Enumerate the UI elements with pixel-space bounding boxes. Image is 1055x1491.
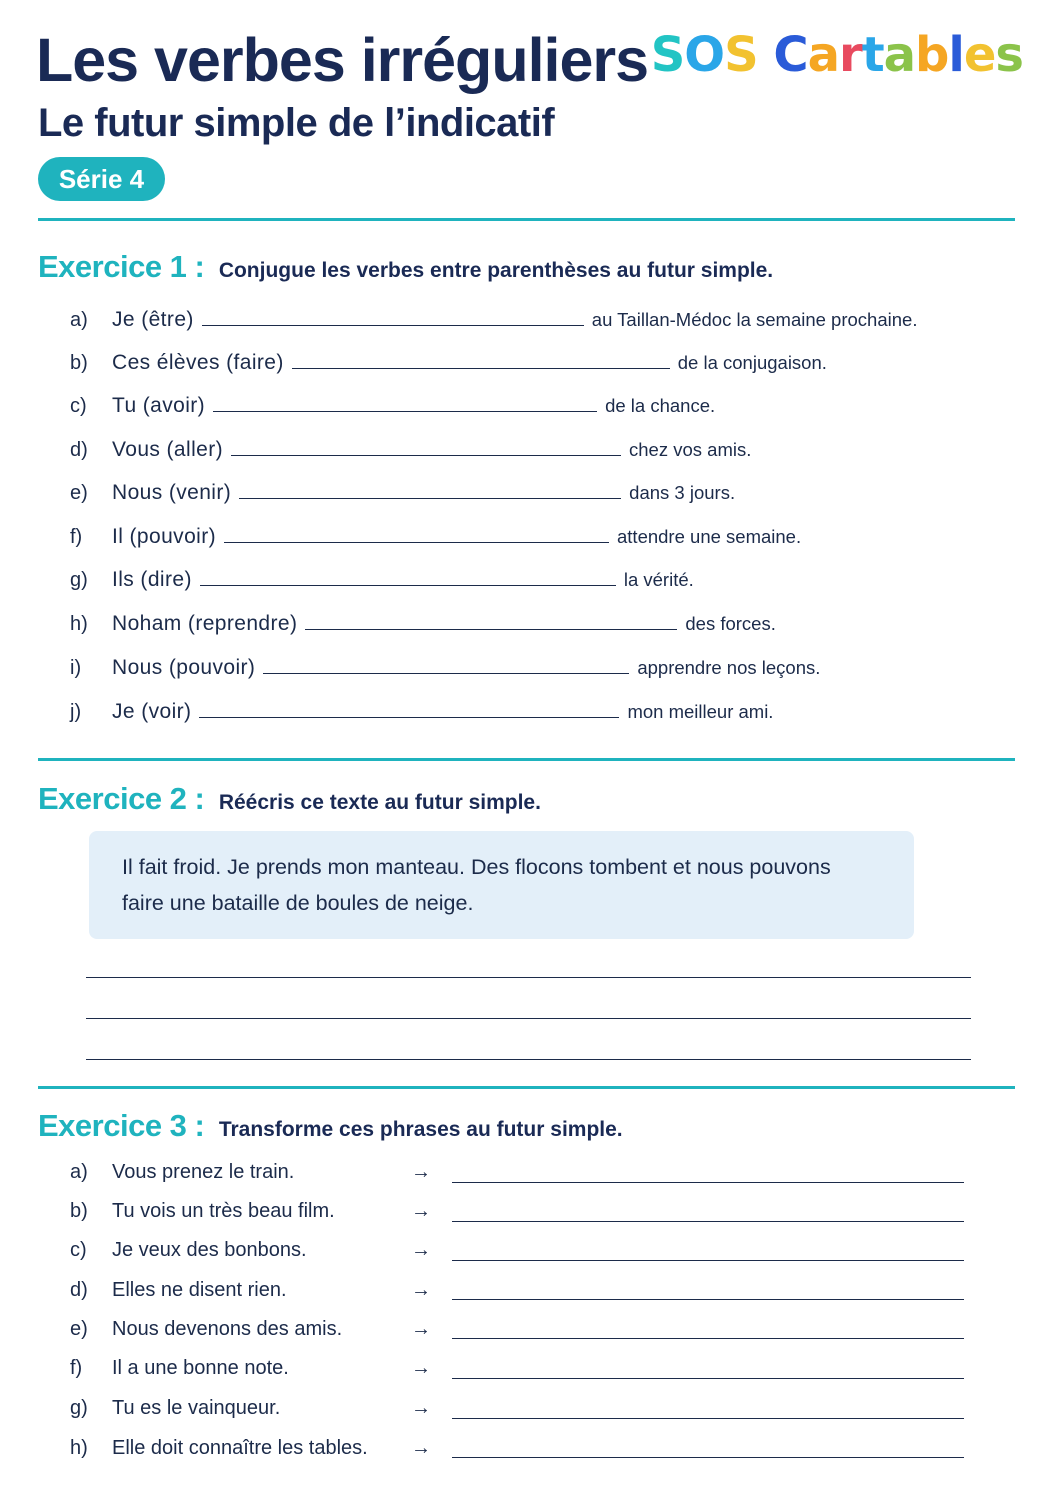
answer-blank[interactable] — [231, 435, 621, 456]
item-sentence: Tu vois un très beau film. — [112, 1200, 335, 1222]
divider — [38, 218, 1015, 221]
item-continuation: apprendre nos leçons. — [637, 657, 821, 678]
exercise-1-item — [70, 565, 694, 595]
exercise-1-instruction: Conjugue les verbes entre parenthèses au futur simple. — [218, 259, 774, 282]
item-sentence: Vous prenez le train. — [112, 1161, 295, 1183]
item-prompt: Il (pouvoir) — [112, 525, 216, 548]
item-prompt: Vous (aller) — [112, 438, 224, 461]
answer-line[interactable] — [452, 1260, 964, 1261]
item-letter: c) — [70, 395, 87, 417]
logo-letter: r — [839, 27, 862, 83]
logo-letter: S — [724, 27, 758, 83]
item-continuation: chez vos amis. — [629, 439, 752, 460]
item-prompt: Ils (dire) — [112, 568, 192, 591]
item-letter: e) — [70, 482, 88, 504]
exercise-3-heading — [38, 1108, 623, 1148]
sos-cartables-logo — [651, 26, 1023, 84]
item-sentence: Il a une bonne note. — [112, 1357, 289, 1379]
exercise-2-heading — [38, 781, 541, 821]
exercise-1-item — [70, 653, 820, 683]
logo-letter: S — [650, 27, 685, 83]
writing-line[interactable] — [86, 977, 971, 978]
exercise-1-item — [70, 478, 735, 508]
item-continuation: de la chance. — [605, 395, 716, 416]
arrow-icon: → — [411, 1437, 431, 1459]
item-letter: a) — [70, 309, 88, 331]
page-title: Les verbes irréguliers — [36, 26, 649, 94]
answer-blank[interactable] — [239, 478, 621, 499]
logo-letter: C — [773, 27, 808, 83]
item-letter: b) — [70, 1200, 88, 1222]
exercise-3-item — [70, 1433, 368, 1463]
exercise-3-item — [70, 1275, 287, 1305]
item-letter: j) — [70, 701, 82, 723]
item-sentence: Je veux des bonbons. — [112, 1239, 307, 1261]
exercise-1-item — [70, 391, 715, 421]
item-prompt: Je (être) — [112, 308, 194, 331]
item-sentence: Tu es le vainqueur. — [112, 1397, 281, 1419]
exercise-1-item — [70, 697, 773, 727]
item-letter: d) — [70, 1279, 88, 1301]
item-letter: g) — [70, 1397, 88, 1419]
item-continuation: au Taillan-Médoc la semaine prochaine. — [591, 309, 918, 330]
serie-badge: Série 4 — [38, 157, 165, 201]
exercise-1-item — [70, 522, 801, 552]
exercise-3-item — [70, 1353, 289, 1383]
item-sentence: Elle doit connaître les tables. — [112, 1437, 368, 1459]
exercise-3-item — [70, 1196, 335, 1226]
item-prompt: Noham (reprendre) — [112, 612, 298, 635]
divider — [38, 758, 1015, 761]
answer-line[interactable] — [452, 1299, 964, 1300]
item-sentence: Elles ne disent rien. — [112, 1279, 287, 1301]
item-prompt: Ces élèves (faire) — [112, 351, 284, 374]
item-continuation: la vérité. — [623, 569, 694, 590]
exercise-1-number: Exercice 1 : — [38, 249, 205, 284]
writing-line[interactable] — [86, 1018, 971, 1019]
item-letter: a) — [70, 1161, 88, 1183]
exercise-1-item — [70, 305, 917, 335]
answer-blank[interactable] — [305, 609, 677, 630]
logo-letter: a — [883, 27, 916, 83]
item-letter: i) — [70, 657, 82, 679]
logo-letter: a — [807, 27, 840, 83]
exercise-1-item — [70, 348, 827, 378]
exercise-3-item — [70, 1235, 307, 1265]
exercise-2-number: Exercice 2 : — [38, 781, 205, 816]
item-letter: b) — [70, 352, 88, 374]
item-continuation: mon meilleur ami. — [627, 701, 774, 722]
answer-line[interactable] — [452, 1182, 964, 1183]
answer-blank[interactable] — [292, 348, 670, 369]
source-text-line: faire une bataille de boules de neige. — [122, 891, 474, 915]
arrow-icon: → — [411, 1279, 431, 1301]
item-letter: f) — [70, 1357, 83, 1379]
source-text-line: Il fait froid. Je prends mon manteau. Des flocons tombent et nous pouvons — [122, 855, 831, 879]
answer-line[interactable] — [452, 1457, 964, 1458]
item-letter: c) — [70, 1239, 87, 1261]
answer-blank[interactable] — [213, 391, 597, 412]
page-subtitle: Le futur simple de l’indicatif — [38, 101, 555, 145]
exercise-1-item — [70, 435, 751, 465]
answer-blank[interactable] — [263, 653, 629, 674]
exercise-1-item — [70, 609, 776, 639]
item-letter: g) — [70, 569, 88, 591]
logo-letter: e — [963, 27, 996, 83]
writing-line[interactable] — [86, 1059, 971, 1060]
answer-blank[interactable] — [202, 305, 584, 326]
logo-letter: O — [684, 27, 725, 83]
item-letter: d) — [70, 439, 88, 461]
answer-blank[interactable] — [199, 697, 619, 718]
logo-letter: s — [995, 27, 1023, 83]
exercise-1-heading — [38, 249, 773, 289]
logo-letter: t — [861, 27, 884, 83]
exercise-3-instruction: Transforme ces phrases au futur simple. — [218, 1118, 623, 1141]
item-prompt: Je (voir) — [112, 700, 192, 723]
exercise-3-number: Exercice 3 : — [38, 1108, 205, 1143]
item-sentence: Nous devenons des amis. — [112, 1318, 343, 1340]
item-continuation: dans 3 jours. — [629, 482, 736, 503]
source-text-box — [89, 831, 914, 939]
item-letter: e) — [70, 1318, 88, 1340]
item-letter: f) — [70, 526, 83, 548]
exercise-2-instruction: Réécris ce texte au futur simple. — [218, 791, 541, 814]
answer-line[interactable] — [452, 1221, 964, 1222]
item-continuation: de la conjugaison. — [677, 352, 827, 373]
arrow-icon: → — [411, 1200, 431, 1222]
item-letter: h) — [70, 1437, 88, 1459]
item-continuation: attendre une semaine. — [617, 526, 802, 547]
answer-line[interactable] — [452, 1418, 964, 1419]
item-letter: h) — [70, 613, 88, 635]
arrow-icon: → — [411, 1397, 431, 1419]
logo-letter — [758, 26, 774, 84]
arrow-icon: → — [411, 1357, 431, 1379]
divider — [38, 1086, 1015, 1089]
answer-line[interactable] — [452, 1378, 964, 1379]
item-continuation: des forces. — [685, 613, 776, 634]
logo-letter: b — [915, 27, 949, 83]
exercise-3-item — [70, 1157, 294, 1187]
item-prompt: Nous (venir) — [112, 481, 232, 504]
arrow-icon: → — [411, 1318, 431, 1340]
exercise-3-item — [70, 1393, 280, 1423]
exercise-3-item — [70, 1314, 342, 1344]
answer-line[interactable] — [452, 1338, 964, 1339]
item-prompt: Tu (avoir) — [112, 394, 206, 417]
answer-blank[interactable] — [200, 565, 616, 586]
item-prompt: Nous (pouvoir) — [112, 656, 256, 679]
arrow-icon: → — [411, 1161, 431, 1183]
answer-blank[interactable] — [224, 522, 609, 543]
logo-letter: l — [948, 27, 964, 83]
arrow-icon: → — [411, 1239, 431, 1261]
